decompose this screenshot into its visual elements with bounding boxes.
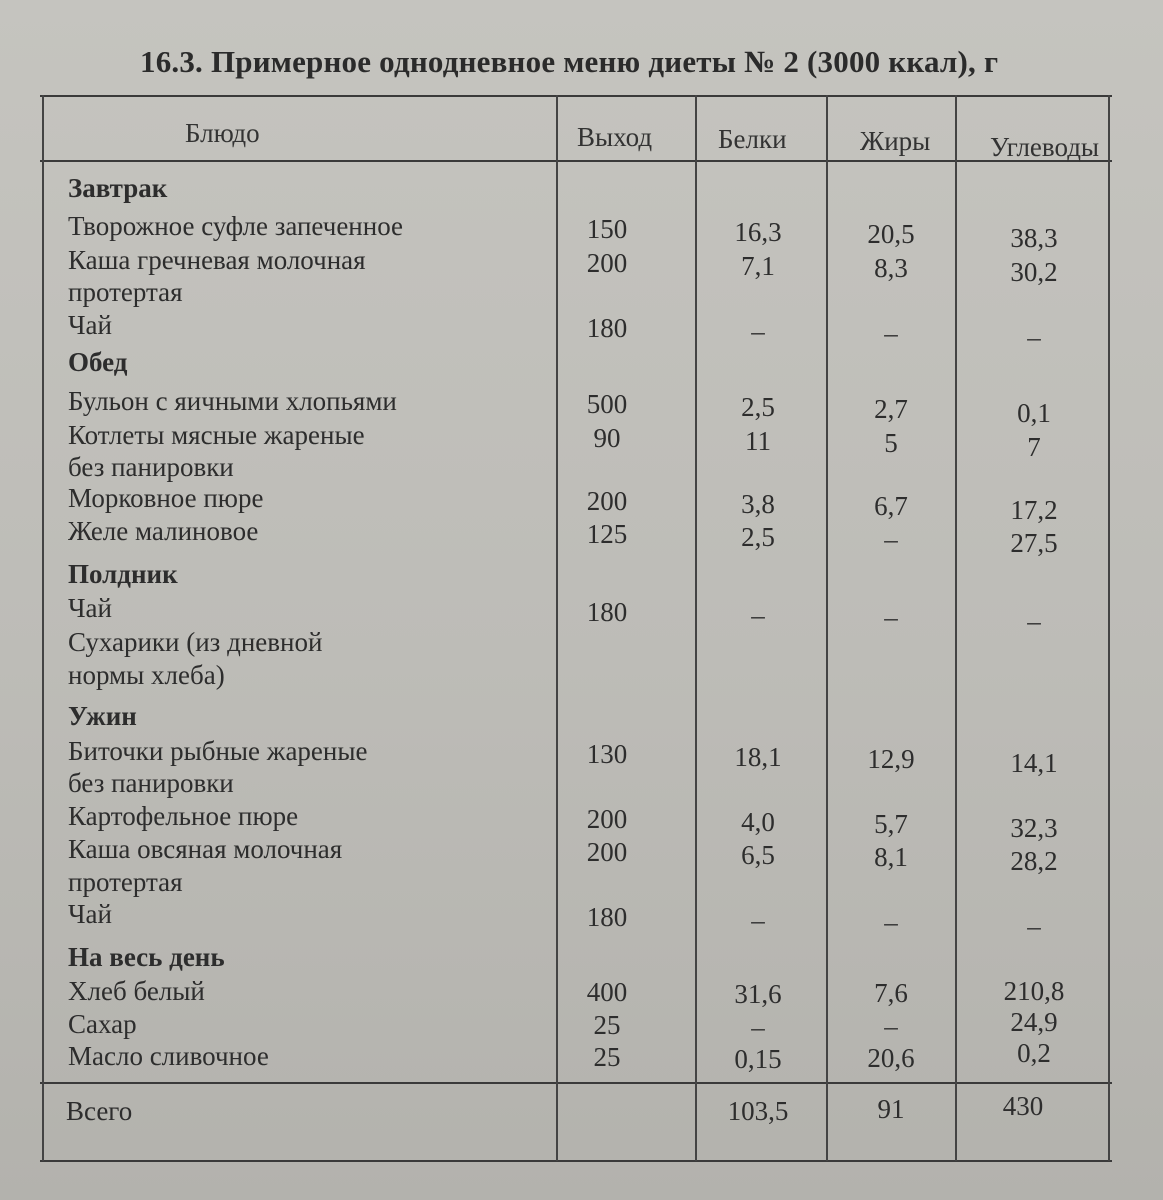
- row-yield: 200: [586, 486, 628, 516]
- row-carbs: 14,1: [1010, 748, 1058, 778]
- row-protein: 3,8: [741, 489, 775, 519]
- row-dish-cont: протертая: [68, 867, 183, 897]
- row-dish-cont: без панировки: [68, 452, 234, 482]
- row-fat: 12,9: [867, 744, 915, 774]
- row-dish-cont: без панировки: [68, 768, 234, 798]
- row-fat: –: [884, 318, 898, 348]
- row-yield: 500: [586, 389, 628, 419]
- total-carbs: 430: [1002, 1091, 1044, 1121]
- row-carbs: 7: [1027, 432, 1041, 462]
- row-carbs: 17,2: [1010, 495, 1058, 525]
- row-carbs: –: [1027, 911, 1041, 941]
- section-lunch: Обед: [68, 347, 128, 377]
- row-protein: –: [751, 905, 765, 935]
- total-label: Всего: [66, 1096, 133, 1126]
- header-fat: Жиры: [860, 126, 931, 156]
- row-protein: 0,15: [734, 1044, 782, 1074]
- row-dish: Чай: [68, 593, 112, 623]
- row-protein: 2,5: [741, 522, 775, 552]
- row-carbs: 0,2: [1017, 1038, 1051, 1068]
- row-fat: 20,5: [867, 219, 915, 249]
- row-protein: 6,5: [741, 840, 775, 870]
- row-carbs: 210,8: [1003, 976, 1065, 1006]
- row-yield: 180: [586, 313, 628, 343]
- section-allday: На весь день: [68, 942, 225, 972]
- row-carbs: 32,3: [1010, 813, 1058, 843]
- row-protein: –: [751, 316, 765, 346]
- row-protein: 18,1: [734, 742, 782, 772]
- row-dish: Каша овсяная молочная: [68, 834, 343, 864]
- row-protein: 7,1: [741, 251, 775, 281]
- row-dish: Картофельное пюре: [68, 801, 299, 831]
- row-carbs: 24,9: [1010, 1007, 1058, 1037]
- row-yield: 200: [586, 837, 628, 867]
- total-protein: 103,5: [727, 1096, 789, 1126]
- row-dish: Желе малиновое: [68, 516, 259, 546]
- row-carbs: 27,5: [1010, 528, 1058, 558]
- row-dish: Масло сливочное: [68, 1041, 269, 1071]
- row-fat: 20,6: [867, 1043, 915, 1073]
- row-yield: 200: [586, 248, 628, 278]
- row-dish-cont: нормы хлеба): [68, 660, 225, 690]
- row-carbs: –: [1027, 606, 1041, 636]
- row-fat: –: [884, 1011, 898, 1041]
- row-dish: Каша гречневая молочная: [68, 245, 366, 275]
- row-yield: 180: [586, 902, 628, 932]
- header-protein: Белки: [718, 124, 787, 154]
- row-fat: 2,7: [874, 394, 908, 424]
- row-dish: Хлеб белый: [68, 976, 205, 1006]
- row-protein: 31,6: [734, 979, 782, 1009]
- row-dish: Морковное пюре: [68, 483, 264, 513]
- row-yield: 200: [586, 804, 628, 834]
- row-fat: –: [884, 524, 898, 554]
- row-fat: 6,7: [874, 491, 908, 521]
- col-divider-6: [1108, 95, 1110, 1161]
- table-top-rule: [40, 95, 1112, 97]
- header-dish: Блюдо: [185, 118, 260, 148]
- row-dish: Бульон с яичными хлопьями: [68, 386, 397, 416]
- row-yield: 130: [586, 739, 628, 769]
- row-dish: Сахар: [68, 1009, 137, 1039]
- row-protein: –: [751, 600, 765, 630]
- col-divider-1: [42, 95, 44, 1161]
- row-yield: 400: [586, 977, 628, 1007]
- row-fat: –: [884, 907, 898, 937]
- row-yield: 150: [586, 214, 628, 244]
- row-dish-cont: протертая: [68, 277, 183, 307]
- row-yield: 90: [593, 423, 621, 453]
- row-protein: 4,0: [741, 807, 775, 837]
- row-dish: Чай: [68, 899, 112, 929]
- row-carbs: 28,2: [1010, 846, 1058, 876]
- row-yield: 125: [586, 519, 628, 549]
- row-dish: Творожное суфле запеченное: [68, 211, 404, 241]
- col-divider-3: [695, 95, 697, 1161]
- header-bottom-rule: [40, 160, 1112, 162]
- col-divider-4: [826, 95, 828, 1161]
- total-top-rule: [40, 1082, 1112, 1084]
- row-dish: Чай: [68, 310, 112, 340]
- row-protein: 2,5: [741, 392, 775, 422]
- row-carbs: 0,1: [1017, 398, 1051, 428]
- row-carbs: –: [1027, 322, 1041, 352]
- row-yield: 25: [593, 1010, 621, 1040]
- row-fat: 5: [884, 428, 898, 458]
- section-snack: Полдник: [68, 559, 178, 589]
- table-title: 16.3. Примерное однодневное меню диеты № 2 (3000 ккал), г: [140, 44, 999, 79]
- row-yield: 25: [593, 1042, 621, 1072]
- row-fat: –: [884, 602, 898, 632]
- section-breakfast: Завтрак: [68, 173, 168, 203]
- total-fat: 91: [877, 1094, 905, 1124]
- row-dish: Котлеты мясные жареные: [68, 420, 365, 450]
- row-protein: 11: [745, 426, 771, 456]
- row-fat: 7,6: [874, 978, 908, 1008]
- row-dish: Сухарики (из дневной: [68, 627, 323, 657]
- header-carbs: Углеводы: [990, 132, 1100, 162]
- section-dinner: Ужин: [68, 701, 137, 731]
- row-yield: 180: [586, 597, 628, 627]
- row-fat: 5,7: [874, 809, 908, 839]
- col-divider-5: [955, 95, 957, 1161]
- header-yield: Выход: [577, 122, 653, 152]
- row-protein: 16,3: [734, 217, 782, 247]
- row-carbs: 30,2: [1010, 257, 1058, 287]
- row-carbs: 38,3: [1010, 223, 1058, 253]
- row-dish: Биточки рыбные жареные: [68, 736, 368, 766]
- row-protein: –: [751, 1012, 765, 1042]
- row-fat: 8,1: [874, 842, 908, 872]
- table-bottom-rule: [40, 1160, 1112, 1162]
- row-fat: 8,3: [874, 253, 908, 283]
